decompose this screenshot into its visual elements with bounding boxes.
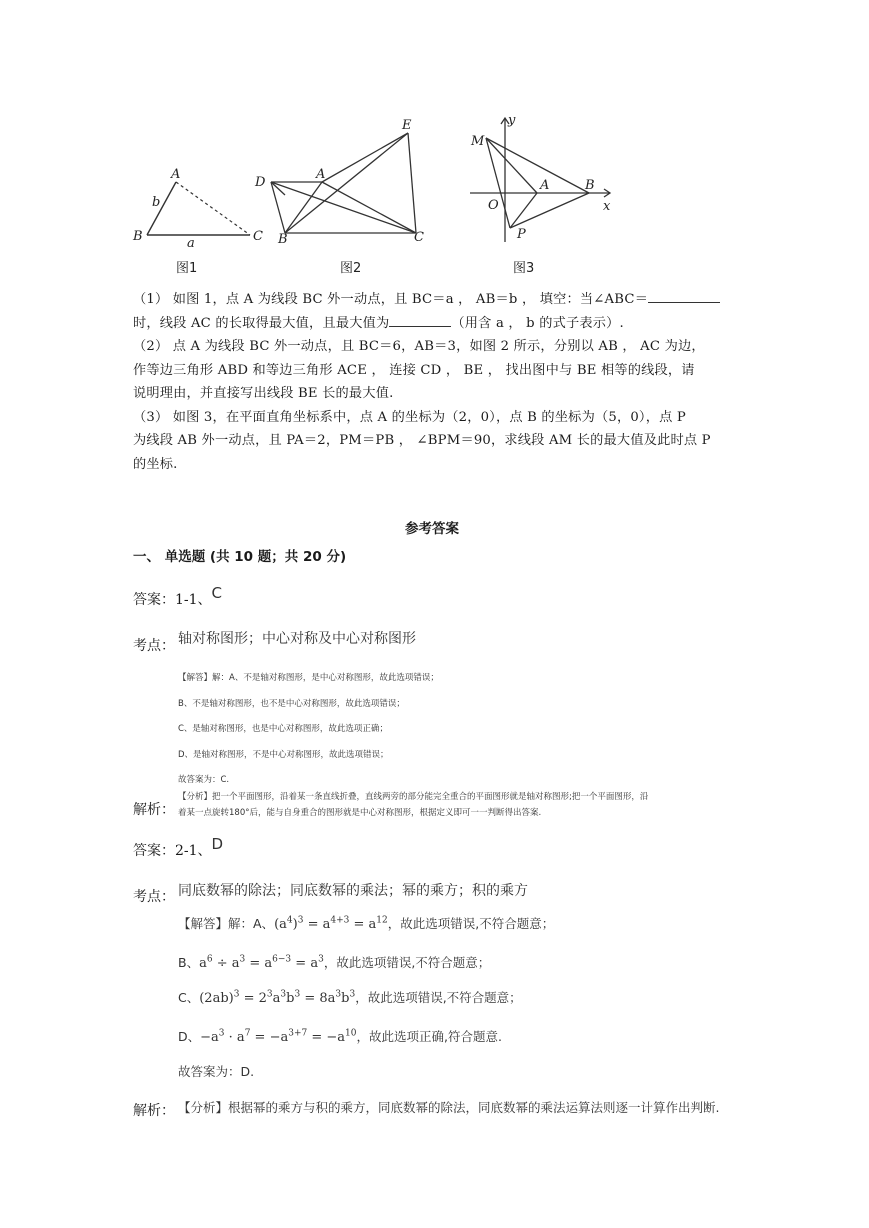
formula-a: $(a^4)^3 = a^{4+3} = a^{12}$ bbox=[274, 915, 388, 932]
answer-1-row: 答案：1-1、C bbox=[133, 584, 223, 608]
fig2-label-C: C bbox=[414, 230, 424, 245]
answers-title: 参考答案 bbox=[405, 521, 459, 537]
fig2-label-B: B bbox=[278, 232, 288, 247]
jieda-2-line3: C、$(2ab)^3 = 2^3a^3b^3 = 8a^3b^3$，故此选项错误,不符合题意； bbox=[178, 989, 522, 1006]
q2-line2: 作等边三角形 ABD 和等边三角形 ACE ， 连接 CD ， BE ， 找出图中与 BE 相等的线段，请 bbox=[133, 362, 695, 378]
fig1-caption: 图1 bbox=[176, 261, 198, 276]
formula-d: $-a^3 \cdot a^7 = -a^{3+7} = -a^{10}$ bbox=[200, 1028, 357, 1045]
jieda-2-line4: D、$-a^3 \cdot a^7 = -a^{3+7} = -a^{10}$，故此选项正确,符合题意. bbox=[178, 1028, 502, 1045]
fig3-label-B: B bbox=[585, 178, 595, 193]
fig2-label-E: E bbox=[402, 118, 412, 133]
q3-line1: （3） 如图 3，在平面直角坐标系中，点 A 的坐标为（2，0），点 B 的坐标为（5，0），点 P bbox=[133, 409, 686, 425]
blank-angle bbox=[648, 288, 720, 303]
problem-text bbox=[133, 288, 753, 476]
fig2-caption: 图2 bbox=[340, 261, 362, 276]
formula-c: $(2ab)^3 = 2^3a^3b^3 = 8a^3b^3$ bbox=[199, 989, 356, 1006]
jieda-1: 【解答】解：A、不是轴对称图形，是中心对称图形，故此选项错误； B、不是轴对称图形，也不是中心对称图形，故此选项错误； C、是轴对称图形，也是中心对称图形，故此选项正确； D、是轴对称图形，不是中心对称图形，故此选项错误； 故答案为：C. bbox=[178, 673, 439, 785]
jieda-2-line5: 故答案为：D. bbox=[178, 1064, 255, 1079]
fig1-label-b: b bbox=[152, 195, 161, 210]
q3-line2: 为线段 AB 外一动点，且 PA＝2，PM＝PB ， ∠BPM＝90，求线段 AM 长的最大值及此时点 P bbox=[133, 433, 711, 448]
q2-line1: （2） 点 A 为线段 BC 外一动点，且 BC＝6，AB＝3，如图 2 所示，分别以 AB ， AC 为边， bbox=[133, 339, 705, 354]
fig1-label-a: a bbox=[187, 236, 195, 247]
fig1-label-B: B bbox=[133, 229, 143, 244]
fig3-label-A: A bbox=[540, 178, 550, 193]
fig2-label-D: D bbox=[255, 175, 266, 190]
figure-1 bbox=[130, 162, 270, 277]
kaodian-1-label: 考点： bbox=[133, 638, 175, 654]
fig2-label-A: A bbox=[316, 167, 326, 182]
kaodian-2-label: 考点： bbox=[133, 889, 175, 905]
q2-line3: 说明理由，并直接写出线段 BE 长的最大值. bbox=[133, 386, 394, 401]
fig3-label-x: x bbox=[603, 199, 611, 214]
section-heading: 一、 单选题 (共 10 题；共 20 分) bbox=[133, 549, 347, 565]
jieda-2-line2: B、$a^6 \div a^3 = a^{6-3} = a^3$，故此选项错误,不符合题意； bbox=[178, 954, 491, 971]
blank-max bbox=[389, 312, 451, 327]
q3-line3: 的坐标. bbox=[133, 456, 178, 472]
answer-2-row: 答案：2-1、D bbox=[133, 835, 224, 859]
fig3-label-M: M bbox=[471, 134, 485, 149]
figure-3 bbox=[465, 110, 625, 277]
jieda-2-line1: 【解答】解：A、$(a^4)^3 = a^{4+3} = a^{12}$，故此选项错误,不符合题意； bbox=[178, 915, 555, 932]
q1-line1: （1） 如图 1，点 A 为线段 BC 外一动点，且 BC＝a ， AB＝b ， 填空：当∠ABC＝ bbox=[133, 288, 753, 312]
jiexi-1-label: 解析： bbox=[133, 802, 175, 818]
fig3-label-O: O bbox=[488, 198, 499, 213]
figure-2 bbox=[250, 115, 440, 277]
formula-b: $a^6 \div a^3 = a^{6-3} = a^3$ bbox=[199, 954, 324, 971]
fig3-label-y: y bbox=[508, 113, 516, 128]
fig3-label-P: P bbox=[517, 227, 526, 242]
fenxi-1: 【分析】把一个平面图形，沿着某一条直线折叠，直线两旁的部分能完全重合的平面图形就是轴对称图形;把一个平面图形，沿 着某一点旋转180°后，能与自身重合的图形就是中心对称图形，根据定义即可一一判断得出答案. bbox=[178, 792, 649, 818]
answer-2-choice: D bbox=[211, 835, 224, 853]
kaodian-2-text: 同底数幂的除法；同底数幂的乘法；幂的乘方；积的乘方 bbox=[178, 883, 528, 899]
fig1-label-A: A bbox=[171, 167, 181, 182]
answer-1-choice: C bbox=[211, 584, 223, 602]
fenxi-2: 【分析】根据幂的乘方与积的乘方，同底数幂的除法，同底数幂的乘法运算法则逐一计算作出判断. bbox=[178, 1100, 720, 1115]
q1-line2: 时，线段 AC 的长取得最大值，且最大值为 （用含 a ， b 的式子表示）. bbox=[133, 312, 753, 336]
fig3-caption: 图3 bbox=[513, 261, 535, 276]
jiexi-2-label: 解析： bbox=[133, 1103, 175, 1119]
kaodian-1-text: 轴对称图形；中心对称及中心对称图形 bbox=[178, 631, 416, 647]
fig1-label-C: C bbox=[253, 229, 263, 244]
